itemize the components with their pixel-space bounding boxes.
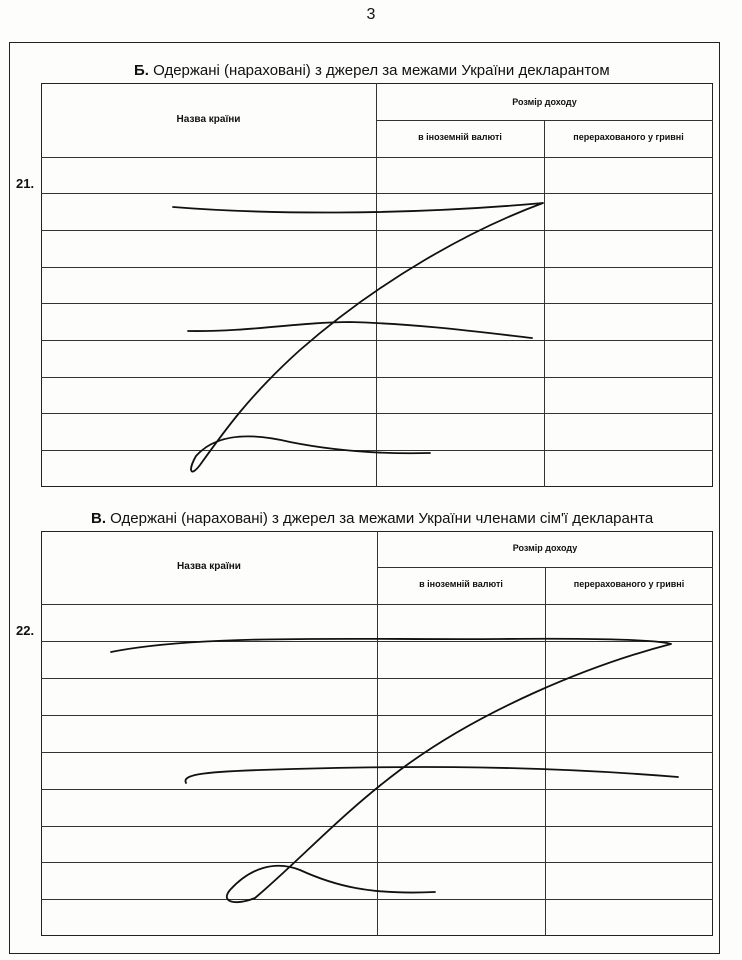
section-v-letter: В. — [91, 510, 106, 527]
section-v-row-number: 22. — [16, 623, 35, 638]
section-v-uah-header: перерахованого у гривні — [573, 579, 685, 589]
section-v-title-text: Одержані (нараховані) з джерел за межами України членами сім'ї декларанта — [110, 510, 654, 527]
section-v-foreign-header: в іноземній валюті — [419, 579, 503, 589]
section-v-scribble-stroke — [185, 767, 678, 783]
section-b-title-text: Одержані (нараховані) з джерел за межами України декларантом — [153, 62, 610, 79]
section-b-income-header: Розмір доходу — [512, 97, 577, 107]
section-b-uah-header: перерахованого у гривні — [573, 132, 684, 142]
section-b-foreign-header: в іноземній валюті — [418, 132, 502, 142]
section-v-income-header: Розмір доходу — [512, 543, 578, 553]
section-v-country-header: Назва країни — [177, 561, 241, 572]
section-b-country-header: Назва країни — [176, 114, 241, 125]
section-b-letter: Б. — [134, 62, 149, 79]
page-number: 3 — [366, 6, 376, 23]
section-b-row-number: 21. — [16, 176, 35, 191]
section-b-scribble-stroke — [188, 322, 532, 338]
section-b-scribble-stroke — [173, 203, 543, 472]
